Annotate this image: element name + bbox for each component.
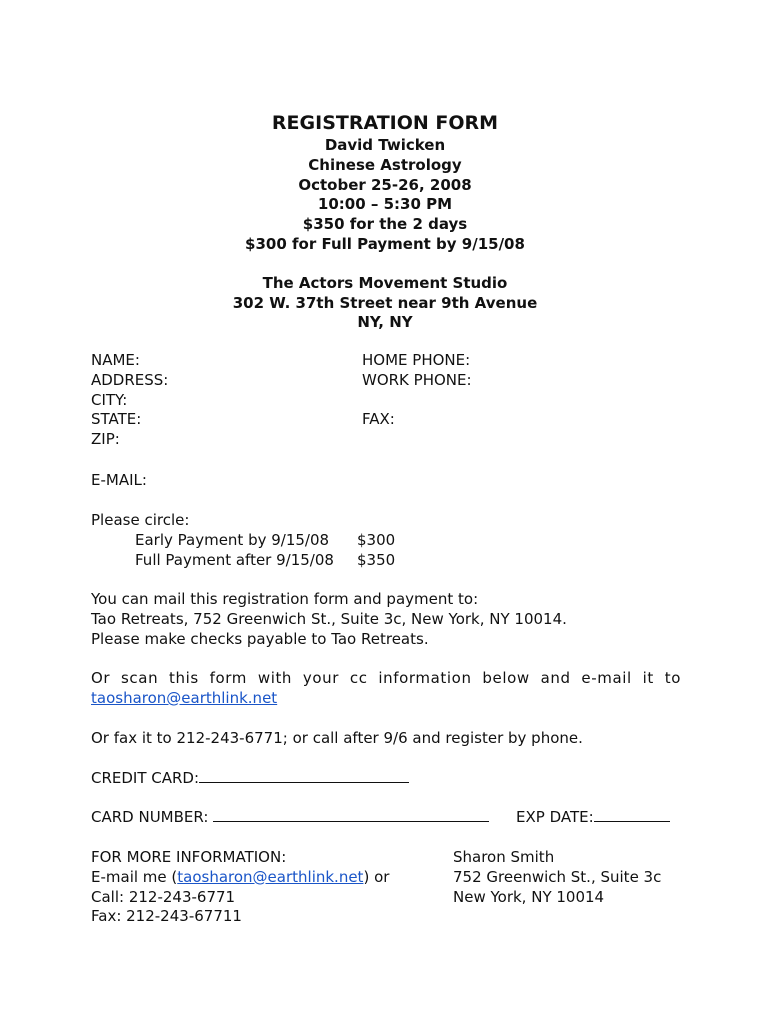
info-email-prefix: E-mail me ( [91, 867, 178, 886]
contact-name: Sharon Smith [453, 848, 555, 866]
scan-email-link[interactable]: taosharon@earthlink.net [91, 688, 278, 707]
info-fax-line: Fax: 212-243-67711 [91, 907, 242, 926]
mail-address-line: Tao Retreats, 752 Greenwich St., Suite 3c, New York, NY 10014. [91, 609, 567, 628]
fax-field-label[interactable]: FAX: [362, 410, 395, 429]
zip-field-label[interactable]: ZIP: [91, 430, 120, 449]
early-price-note: $300 for Full Payment by 9/15/08 [245, 234, 525, 253]
venue-block [0, 274, 770, 333]
info-heading: FOR MORE INFORMATION: [91, 848, 287, 866]
payment-intro: Please circle: [91, 511, 190, 529]
mail-instructions [91, 590, 681, 649]
city-field-label[interactable]: CITY: [91, 390, 128, 409]
scan-line: Or scan this form with your cc information below and e-mail it to [91, 669, 681, 687]
payment-option-label: Early Payment by 9/15/08 [135, 530, 330, 549]
course-hours: 10:00 – 5:30 PM [317, 195, 453, 214]
work-phone-field-label[interactable]: WORK PHONE: [362, 370, 472, 389]
card-number-blank[interactable] [213, 808, 489, 822]
course-price: $350 for the 2 days [302, 215, 468, 234]
payment-option-early[interactable] [91, 531, 681, 551]
contact-city: New York, NY 10014 [453, 887, 605, 906]
payment-option-price: $350 [357, 550, 396, 569]
contact-street: 752 Greenwich St., Suite 3c [453, 867, 662, 886]
card-number-label: CARD NUMBER: [91, 808, 209, 826]
exp-date-label: EXP DATE: [516, 808, 594, 826]
info-email-suffix: ) or [363, 867, 390, 886]
payment-option-label: Full Payment after 9/15/08 [135, 550, 334, 569]
course-title: Chinese Astrology [308, 155, 462, 174]
info-contact-methods [91, 848, 453, 927]
form-header [0, 110, 770, 333]
home-phone-field-label[interactable]: HOME PHONE: [362, 351, 471, 369]
course-dates: October 25-26, 2008 [298, 175, 472, 194]
info-email-line [91, 868, 453, 888]
address-field-label[interactable]: ADDRESS: [91, 370, 169, 389]
info-call-line: Call: 212-243-6771 [91, 887, 236, 906]
credit-card-blank[interactable] [199, 768, 409, 783]
email-field-label[interactable]: E-MAIL: [91, 471, 147, 489]
checks-payable-line: Please make checks payable to Tao Retreats. [91, 629, 429, 648]
instructor-name: David Twicken [324, 136, 446, 154]
payment-option-price: $300 [357, 530, 396, 549]
credit-card-label: CREDIT CARD: [91, 769, 200, 787]
info-email-link[interactable]: taosharon@earthlink.net [177, 867, 364, 886]
venue-street: 302 W. 37th Street near 9th Avenue [232, 293, 538, 312]
name-field-label[interactable]: NAME: [91, 351, 140, 369]
card-details-row [91, 808, 681, 828]
payment-options [91, 511, 681, 570]
state-field-label[interactable]: STATE: [91, 410, 142, 429]
venue-city: NY, NY [357, 313, 413, 332]
fax-instructions: Or fax it to 212-243-6771; or call after 9/6 and register by phone. [91, 729, 583, 747]
registrant-fields [91, 351, 711, 450]
credit-card-row [91, 768, 681, 789]
more-info-section [91, 848, 681, 927]
info-contact-address [453, 848, 661, 927]
payment-option-full[interactable] [91, 551, 681, 571]
form-title: REGISTRATION FORM [271, 112, 499, 134]
exp-date-blank[interactable] [594, 808, 670, 822]
mail-line: You can mail this registration form and payment to: [91, 590, 479, 608]
venue-name: The Actors Movement Studio [262, 273, 508, 292]
scan-instructions [91, 669, 681, 709]
